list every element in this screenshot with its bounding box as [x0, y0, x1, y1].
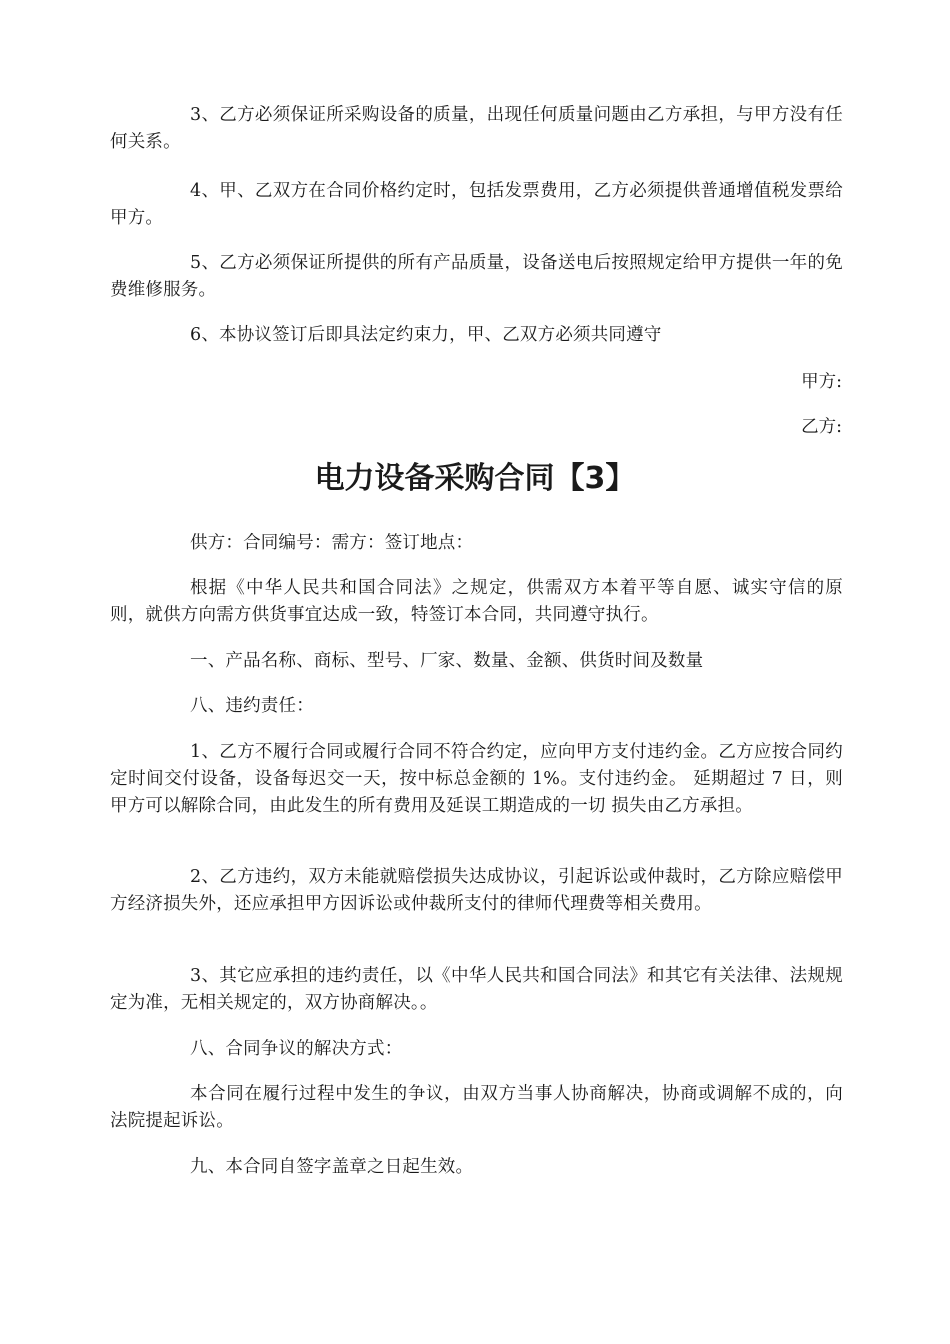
contract-title: 电力设备采购合同【3】: [314, 461, 636, 496]
breach-clause-2: 2、乙方违约，双方未能就赔偿损失达成协议，引起诉讼或仲裁时，乙方除应赔偿甲方经济损失外，还应承担甲方因诉讼或仲裁所支付的律师代理费等相关费用。: [110, 867, 843, 914]
breach-clause-1: 1、乙方不履行合同或履行合同不符合约定，应向甲方支付违约金。乙方应按合同约定时间交付设备，设备每迟交一天，按中标总金额的 1%。支付违约金。 延期超过 7 日，则甲方可以解除合同，由此发生的所有费用及延误工期造成的一切 损失由乙方承担。: [110, 742, 843, 816]
party-b-signature-label: 乙方:: [801, 417, 842, 437]
header-fields: 供方：合同编号：需方：签订地点：: [190, 533, 474, 553]
section-8-breach-heading: 八、违约责任：: [190, 696, 314, 716]
clause-3-quality: 3、乙方必须保证所采购设备的质量，出现任何质量问题由乙方承担，与甲方没有任何关系。: [110, 105, 843, 152]
preamble: 根据《中华人民共和国合同法》之规定，供需双方本着平等自愿、诚实守信的原则，就供方向需方供货事宜达成一致，特签订本合同，共同遵守执行。: [110, 578, 843, 625]
dispute-resolution: 本合同在履行过程中发生的争议，由双方当事人协商解决，协商或调解不成的，向法院提起诉讼。: [110, 1084, 843, 1131]
clause-6-binding: 6、本协议签订后即具法定约束力，甲、乙双方必须共同遵守: [190, 325, 662, 345]
section-1-heading: 一、产品名称、商标、型号、厂家、数量、金额、供货时间及数量: [190, 651, 704, 671]
section-8-dispute-heading: 八、合同争议的解决方式：: [190, 1039, 403, 1059]
section-9-effective: 九、本合同自签字盖章之日起生效。: [190, 1157, 474, 1177]
breach-clause-3: 3、其它应承担的违约责任，以《中华人民共和国合同法》和其它有关法律、法规规定为准，无相关规定的，双方协商解决。。: [110, 966, 843, 1013]
clause-4-invoice: 4、甲、乙双方在合同价格约定时，包括发票费用，乙方必须提供普通增值税发票给甲方。: [110, 181, 843, 228]
clause-5-warranty: 5、乙方必须保证所提供的所有产品质量，设备送电后按照规定给甲方提供一年的免费维修服务。: [110, 253, 843, 300]
party-a-signature-label: 甲方:: [801, 372, 842, 392]
